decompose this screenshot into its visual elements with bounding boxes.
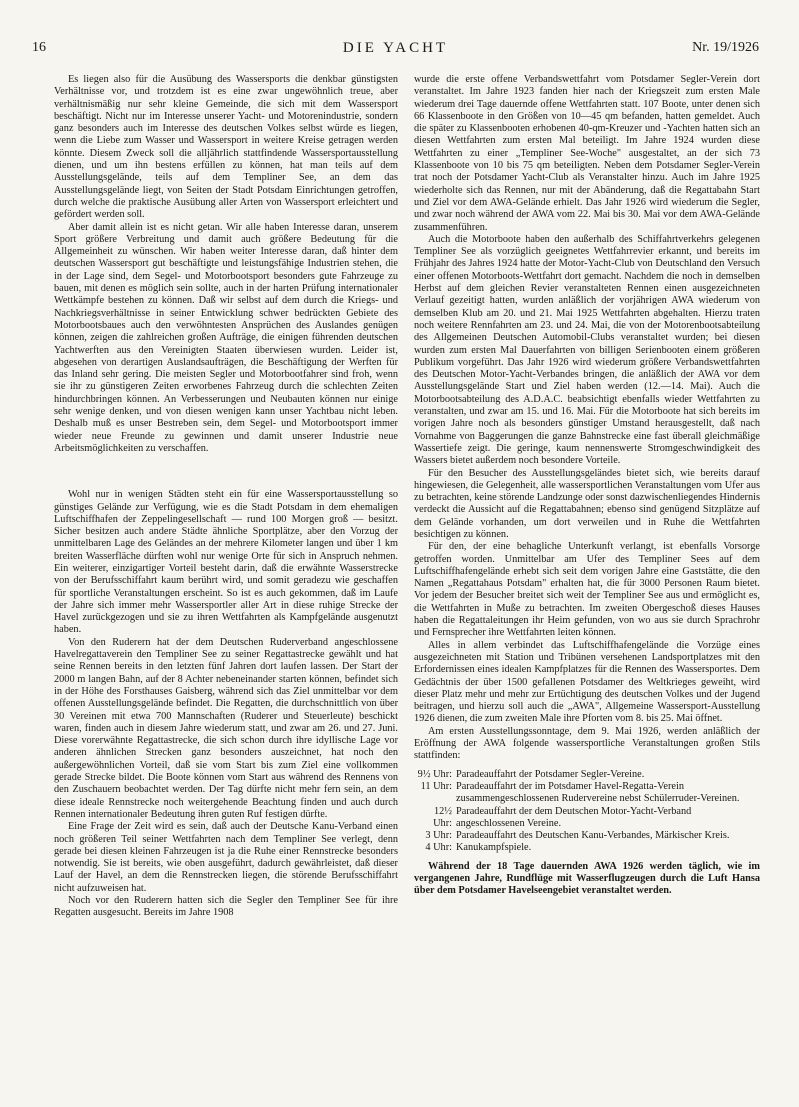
schedule-row: [414, 842, 760, 854]
paragraph: Für den, der eine behagliche Unterkunft verlangt, ist ebenfalls Vorsorge getroffen worden. Unmittelbar am Ufer des Templiner Sees auf dem Luftschiffhafengelände erhebt sich seit dem vorigen Jahre eine Gaststätte, die den Namen „Regattahaus Potsdam" erhalten hat, die für 3000 Personen Raum bietet. Vor jedem der Besucher breitet sich weit der Templiner See aus und ermöglicht es, die Wettfahrten in Muße zu betrachten. Im zweiten Obergeschoß dieses Hauses haben die Regattaleitungen ihr Heim gefunden, von wo aus sie durch Sprachrohr und Fernsprecher ihre Wettfahrten leiten können.: [414, 541, 760, 639]
issue-number: Nr. 19/1926: [692, 40, 759, 55]
paragraph: Eine Frage der Zeit wird es sein, daß auch der Deutsche Kanu-Verband einen noch größeren Teil seiner Wettfahrten nach dem Templiner See verlegt, denn gerade bei diesen kleinen Fahrzeugen ist ja die Ruhe einer Rennstrecke besonders notwendig. Sie ist bereits, wie oben ausgeführt, dadurch gewährleistet, daß dieser Lauf der Havel, an dem die Rennstrecken liegen, die störende Berufsschiffahrt nicht aufzuweisen hat.: [54, 821, 398, 894]
schedule-row: [414, 769, 760, 781]
paragraph: Aber damit allein ist es nicht getan. Wir alle haben Interesse daran, unserem Sport größere Verbreitung und damit auch größere Bedeutung für die Allgemeinheit zu wünschen. Wir haben weiter Interesse daran, daß hinter dem deutschen Wassersport gut beschäftigte und leistungsfähige Industrien stehen, die in der Lage sind, dem Segel- und Motorbootsport besonders gute Fahrzeuge zu bauen, mit denen es möglich sein sollte, auch in der harten Prüfung internationaler Wettkämpfe bestehen zu können. Daß wir selbst auf dem durch die Kriegs- und Nachkriegsverhältnisse in seiner Entwicklung schwer bedrückten Gebiete des Motorbootsbaues auch den verwöhntesten Ansprüchen des Auslandes genügen können, zeigen die zahlreichen großen Aufträge, die einigen führenden deutschen Yachtwerften aus den Vereinigten Staaten überwiesen wurden. Leider ist, abgesehen von derartigen Auslandsaufträgen, die Beschäftigung der Werften für das Inland sehr gering. Die meisten Segler und Motorbootfahrer sind froh, wenn sie ihr zu günstigeren Zeiten erworbenes Fahrzeug durch die schlechten Zeiten hindurchbringen können. An Verbesserungen und Neubauten können nur einige sehr wenige denken, und von diesen wenigen kann unser Yachtbau nicht leben. Deshalb muß es unser Bestreben sein, dem Segel- und Motorbootsport immer wieder neue Freunde zu gewinnen und damit unserer Industrie neue Arbeitsmöglichkeiten zu verschaffen.: [54, 221, 398, 454]
paragraph: Alles in allem verbindet das Luftschiffhafengelände die Vorzüge eines ausgezeichneten mit Station und Tribünen versehenen Landsportplatzes mit den Erfordernissen eines idealen Kampfplatzes für die Rennen des Wassersportes. Dem Gedächtnis der über 1500 gefallenen Potsdamer des Weltkrieges geweiht, wird dieser Platz mehr und mehr zur Ertüchtigung des deutschen Volkes und der Jugend beitragen, und hierzu soll auch die „AWA", Allgemeine Wassersport-Ausstellung 1926 dienen, die zum zweiten Male ihre Pforten vom 8. bis 25. Mai öffnet.: [414, 639, 760, 725]
schedule-text: Paradeauffahrt der im Potsdamer Havel-Regatta-Verein zusammengeschlossenen Rudervereine nebst Schülerruder-Vereinen.: [456, 780, 740, 805]
schedule-text: Paradeauffahrt des Deutschen Kanu-Verbandes, Märkischer Kreis.: [456, 830, 730, 842]
event-schedule: [414, 769, 760, 855]
section-gap: [54, 455, 398, 489]
schedule-row: [414, 806, 760, 831]
schedule-text: Paradeauffahrt der Potsdamer Segler-Vereine.: [456, 768, 645, 780]
paragraph: Für den Besucher des Ausstellungsgeländes bietet sich, wie bereits darauf hingewiesen, die Gelegenheit, alle wassersportlichen Veranstaltungen vom Ufer aus zu betrachten, keine störende Landzunge oder sonst dazwischenliegendes Hindernis verdeckt die Aussicht auf die Regattabahnen; ebenso sind genügend Sitzplätze auf dem Gelände vorhanden, um dort verweilen und in Ruhe die Wettfahrten besichtigen zu können.: [414, 467, 760, 540]
schedule-text: Paradeauffahrt der dem Deutschen Motor-Yacht-Verband angeschlossenen Vereine.: [456, 805, 692, 829]
schedule-time: 9½ Uhr:: [417, 768, 452, 780]
schedule-time: 11 Uhr:: [420, 780, 452, 792]
schedule-time: 12½ Uhr:: [433, 805, 452, 829]
paragraph: Am ersten Ausstellungssonntage, dem 9. Mai 1926, werden anläßlich der Eröffnung der AWA folgende wassersportliche Veranstaltungen großen Stils stattfinden:: [414, 725, 760, 762]
paragraph: Von den Ruderern hat der dem Deutschen Ruderverband angeschlossene Havelregattaverein den Templiner See zu seiner Regattastrecke gewählt und hat seine Rennen bereits in den letzten fünf Jahren dort laufen lassen. Der Start der 2000 m langen Bahn, auf der 8 Achter nebeneinander starten können, befindet sich in der Höhe des Forsthauses Gaisberg, während sich das Ziel unmittelbar vor dem offenen Ausstellungsgelände befindet. Die Regatten, die durchschnittlich von über 30 Vereinen mit etwa 700 Mannschaften (Ruderer und Steuerleute) beschickt waren, finden auch in diesem Jahre wiederum statt, und zwar am 26. und 27. Juni. Diese vorerwähnte Regattastrecke, die sich schon durch ihre idyllische Lage vor anderen ähnlichen Strecken ganz besonders auszeichnet, hat noch den außergewöhnlichen Vorteil, daß sie vom Start bis zum Ziel eine vollkommen gerade Strecke bildet. Die Boote können vom Start aus während des Rennens von den Zuschauern beobachtet werden. Der Tag dürfte nicht mehr fern sein, an dem diese ideale Rennstrecke noch weitergehende Beachtung finden und auch durch Rennen internationaler Bedeutung ihren guten Ruf festigen dürfte.: [54, 636, 398, 820]
paragraph: Auch die Motorboote haben den außerhalb des Schiffahrtverkehrs gelegenen Templiner See als vorzüglich geeignetes Wettfahrrevier erkannt, und bereits im Frühjahr des Jahres 1924 hatte der Motor-Yacht-Club von Deutschland den Versuch einer offenen Motorboots-Wettfahrt dort gemacht. Nachdem die noch in demselben Herbst auf dem gleichen Revier veranstalteten Rennen einen ausgezeichneten Verlauf gezeitigt hatten, wurden anläßlich der vorjährigen AWA wiederum von demselben Klub am 20. und 21. Mai 1925 Wettfahrten abgehalten. Hierzu traten noch weitere Rennfahrten am 23. und 24. Mai, die von der Motorenbootsabteilung des Allgemeinen Deutschen Automobil-Clubs veranstaltet wurden; bei diesen wurden zum ersten Mal Dauerfahrten von billigen Serienbooten einem größeren Publikum vorgeführt. Das Jahr 1926 wird wiederum größere Verbandswettfahrten des Deutschen Motor-Yacht-Verbandes bringen, die anläßlich der AWA vor dem Ausstellungsgelände Start und Ziel haben werden (12.—14. Mai). Auch die Motorbootsabteilung des A.D.A.C. beabsichtigt ebenfalls wieder Wettfahrten zu veranstalten, und zwar am 15. und 16. Mai. Für die Motorboote hat sich bereits im vorigen Jahre noch als besonders günstiger Umstand herausgestellt, daß nach Vornahme von Baggerungen die ganze Bahnstrecke eine fast überall gleichmäßige Wassertiefe zeigt. Die geringe, kaum nennenswerte Stromgeschwindigkeit des Wassers bietet außerdem noch besondere Vorteile.: [414, 233, 760, 467]
schedule-time: 4 Uhr:: [425, 842, 452, 854]
paragraph: wurde die erste offene Verbandswettfahrt vom Potsdamer Segler-Verein dort veranstaltet. Im Jahre 1923 fanden hier nach der Kriegszeit zum ersten Male wiederum drei Tage dauernde offene Wettfahrten statt. 107 Boote, unter denen sich 66 Klassenboote in den Größen von 10—45 qm befanden, hatten gemeldet. Auch die später zu Klassenbooten erhobenen 40-qm-Kreuzer und -Yachten hatten sich an diesen Wettfahrten zum ersten Mal beteiligt. Im Jahre 1924 wurden diese Wettfahrten zu einer „Templiner See-Woche" ausgestaltet, an der sich 73 Klassenboote von 10 bis 75 qm beteiligten. Neben dem Potsdamer Segler-Verein trat noch der Potsdamer Yacht-Club als Veranstalter hinzu. Auch im Jahre 1925 wiederholte sich das Rennen, nur mit der Abänderung, daß die Regattabahn Start und Ziel vor dem AWA-Gelände erhielt. Das Jahr 1926 wird wiederum die Segler, und zwar noch während der AWA vom 22. Mai bis 30. Mai vor dem AWA-Gelände zusammenführen.: [414, 74, 760, 233]
paragraph: Es liegen also für die Ausübung des Wassersports die denkbar günstigsten Verhältnisse vor, und trotzdem ist es eine zwar ungewöhnlich treue, aber verhältnismäßig nur sehr kleine Gemeinde, die sich mit dem Wassersport beschäftigt. Nicht nur im Interesse unserer Yacht- und Motorenindustrie, sondern ganz besonders auch im Interesse des deutschen Volkes selbst würde es liegen, wenn die Liebe zum Wasser und Wassersport in weitere Kreise getragen werden könnte. Diesem Zweck soll die alljährlich stattfindende Wassersportausstellung dienen, und um ihn bestens erfüllen zu können, hat man teils auf dem Ausstellungsgelände, teils auf dem Templiner See, an dem das Ausstellungsgelände liegt, von Seiten der Stadt Potsdam Einrichtungen getroffen, durch welche die praktische Ausübung aller Arten von Wassersport erleichtert und gefördert werden soll.: [54, 74, 398, 221]
schedule-row: [414, 830, 760, 842]
right-column: [414, 74, 760, 1067]
page-number: 16: [32, 40, 46, 55]
journal-title: DIE YACHT: [342, 40, 449, 56]
schedule-text: Kanukampfspiele.: [456, 842, 532, 854]
paragraph: Noch vor den Ruderern hatten sich die Segler den Templiner See für ihre Regatten ausgesucht. Bereits im Jahre 1908: [54, 895, 398, 919]
closing-paragraph: Während der 18 Tage dauernden AWA 1926 werden täglich, wie im vergangenen Jahre, Rundflüge mit Wasserflugzeugen durch die Luft Hansa über dem Potsdamer Havelseengebiet veranstaltet werden.: [414, 860, 760, 897]
left-column: [54, 74, 398, 1067]
schedule-time: 3 Uhr:: [425, 830, 452, 842]
page-header: [32, 40, 759, 64]
paragraph: Wohl nur in wenigen Städten steht ein für eine Wassersportausstellung so günstiges Gelände zur Verfügung, wie es die Stadt Potsdam in dem ehemaligen Luftschiffhafen der Zeppelingesellschaft — rund 100 Morgen groß — besitzt. Sicher besitzen auch andere Städte ähnliche Sportplätze, aber den Vorzug der unmittelbaren Lage des Geländes an der mehrere Kilometer langen und über 1 km breiten Wasserfläche dürften wohl nur wenige Orte für sich in Anspruch nehmen. Ein weiterer, einzigartiger Vorteil besteht darin, daß die erwähnte Wasserstrecke von der Berufsschiffahrt kaum berührt wird, und somit geradezu wie geschaffen für sportliche Veranstaltungen erscheint. So ist es auch gekommen, daß im Laufe der Jahre sich immer mehr Wassersportler aller Art in diese ruhige Strecke der Havel zurückgezogen und sie zu ihren Wettfahrten als Kampfgelände ausgenutzt haben.: [54, 489, 398, 636]
schedule-row: [414, 781, 760, 806]
